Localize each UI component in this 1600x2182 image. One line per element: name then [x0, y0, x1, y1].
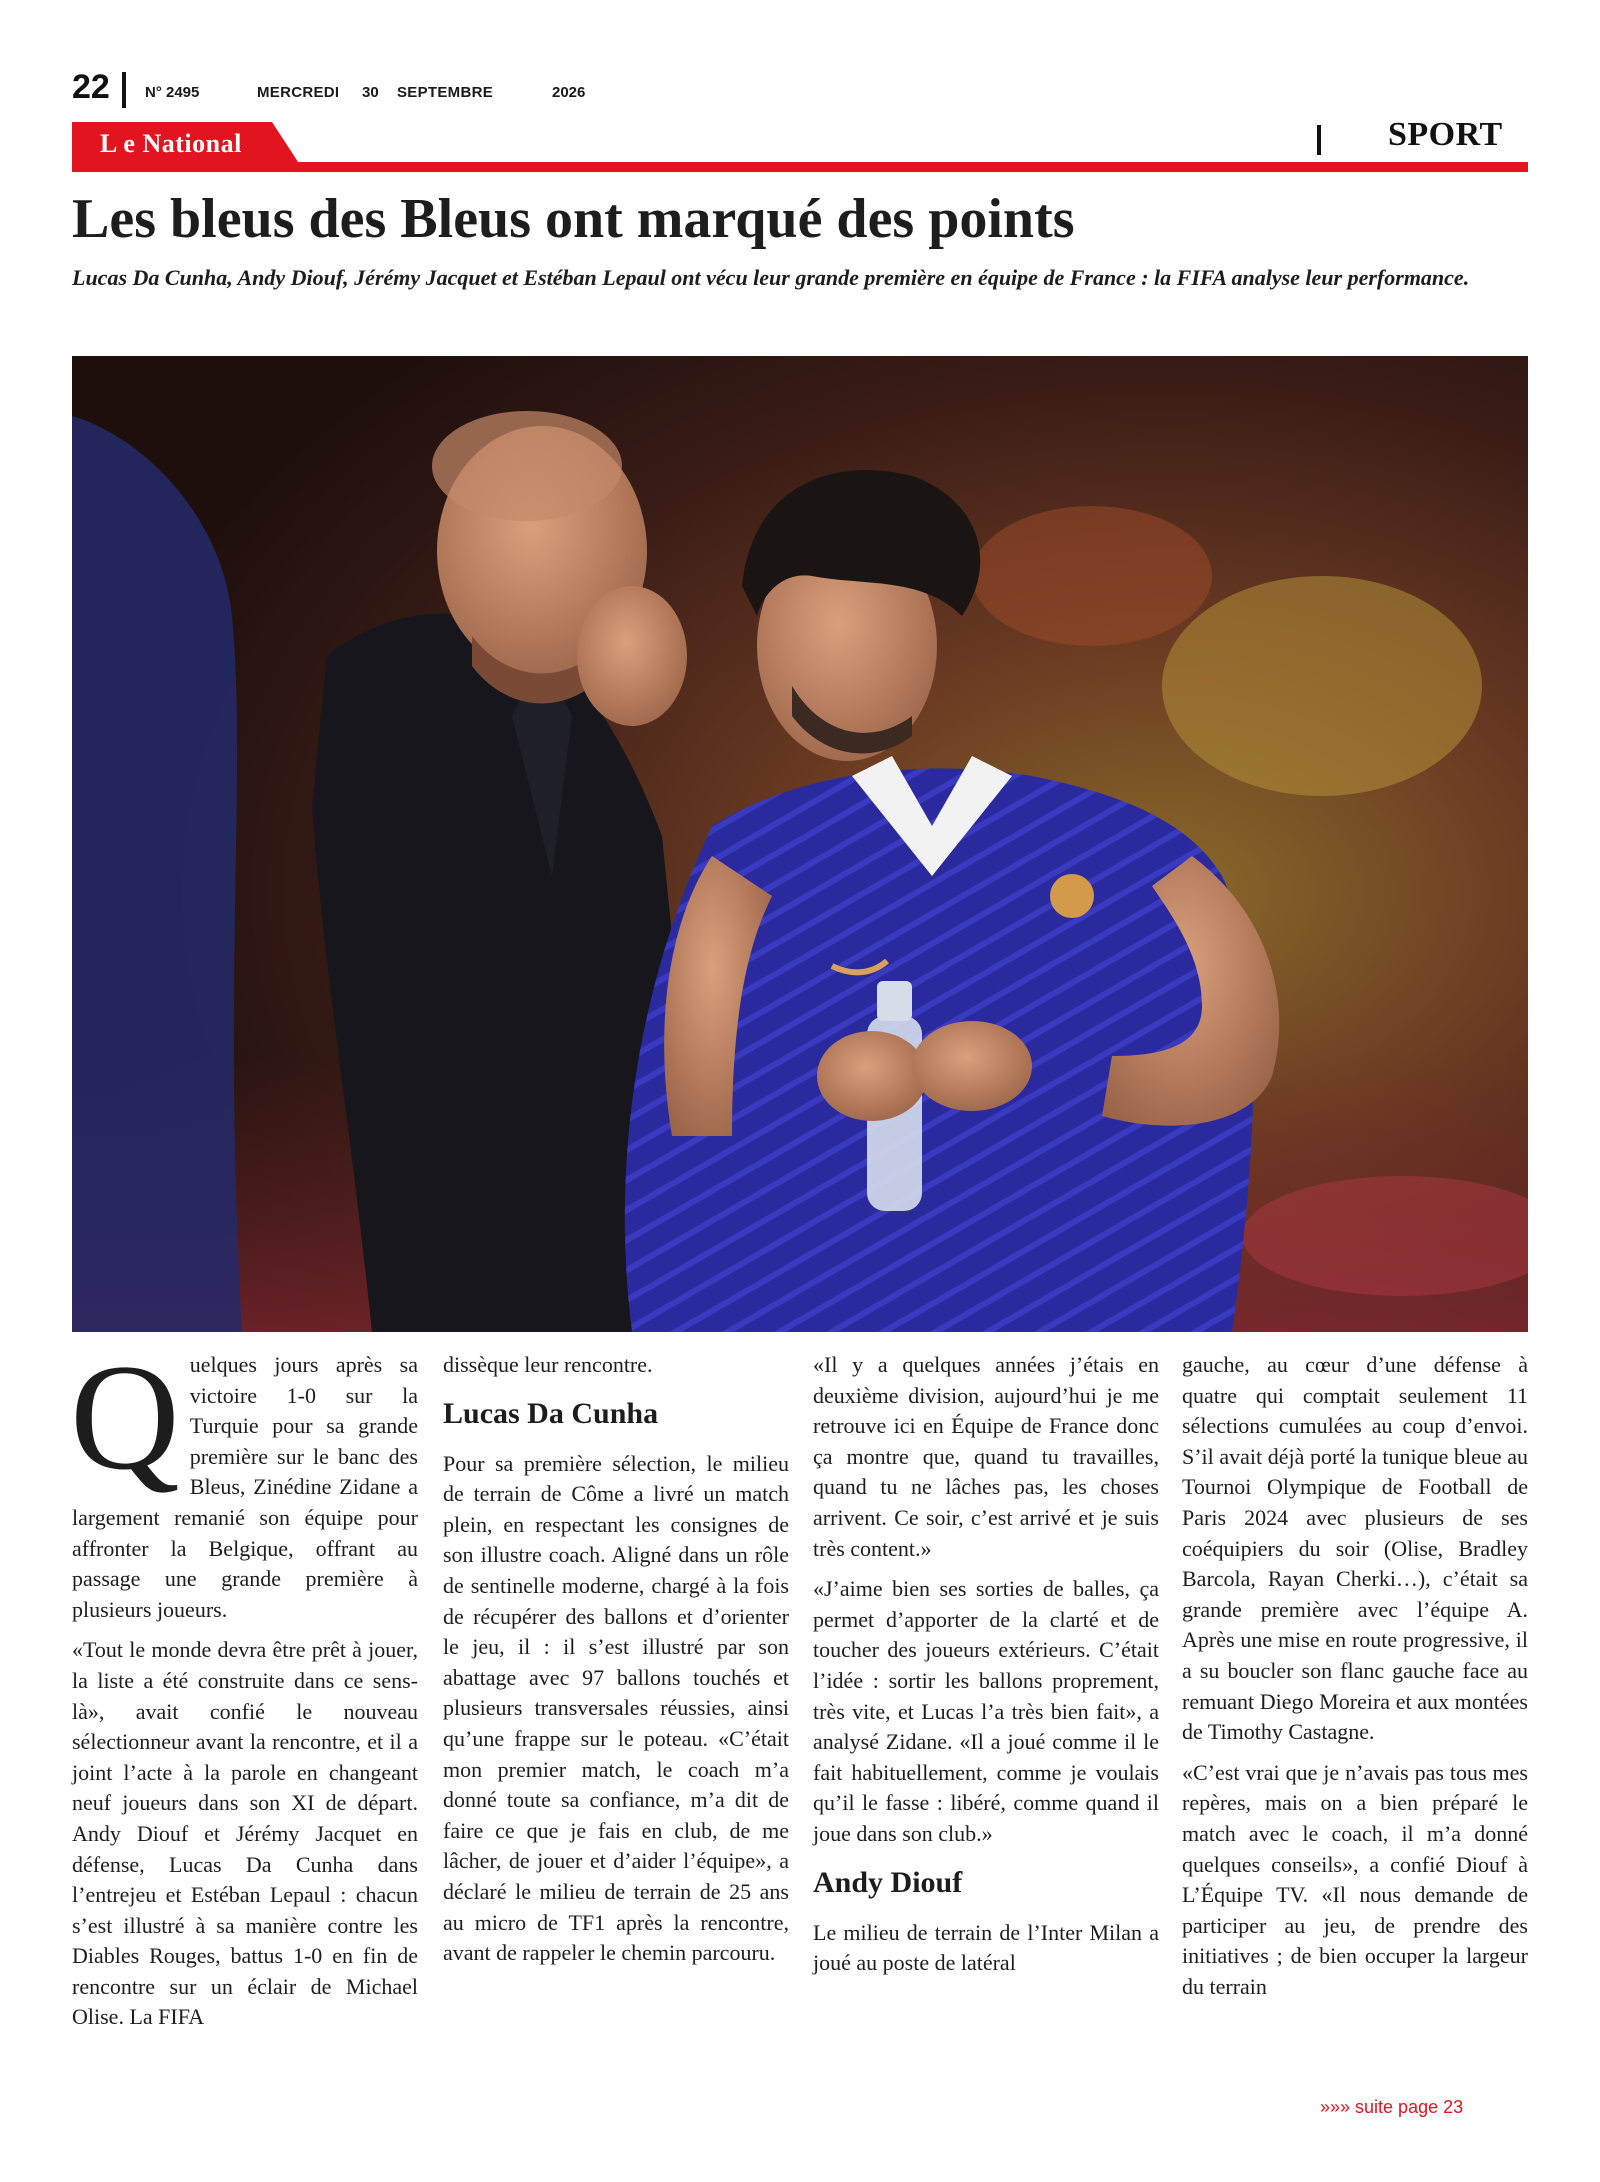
date-year: 2026	[552, 84, 586, 101]
paragraph: dissèque leur rencontre.	[443, 1352, 653, 1377]
page-number: 22	[72, 68, 110, 106]
photo-illustration	[72, 356, 1528, 1332]
paragraph: «J’aime bien ses sorties de balles, ça permet d’apporter de la clarté et de toucher des joueurs extérieurs. C’était l’idée : sortir les ballons proprement, très vite, et Lucas l’a très bien fait», a analysé Zidane. «Il a joué comme il le fait habituellement, comme je voulais qu’il le fasse : libéré, comme quand il joue dans son club.»	[813, 1576, 1159, 1846]
date-day: 30	[362, 84, 379, 101]
paragraph: Pour sa première sélection, le milieu de terrain de Côme a livré un match plein, en respectant les consignes de son illustre coach. Aligné dans un rôle de sentinelle moderne, chargé à la fois de récupérer des ballons et d’orienter le jeu, il : il s’est illustré par son abattage avec 97 ballons touchés et plusieurs transversales réussies, ainsi qu’une frappe sur le poteau. «C’était mon premier match, le coach m’a donné toute sa confiance, m’a dit de faire ce que je fais en club, de me lâcher, de jouer et d’aider l’équipe», a déclaré le milieu de terrain de 25 ans au micro de TF1 après la rencontre, avant de rappeler le chemin parcouru.	[443, 1450, 789, 1966]
drop-cap: Q	[70, 1333, 180, 1501]
paragraph	[70, 1333, 418, 1625]
paragraph: gauche, au cœur d’une défense à quatre qui comptait seulement 11 sélections cumulées au coup d’envoi. S’il avait déjà porté la tunique bleue au Tournoi Olympique de Football de Paris 2024 avec plusieurs de ses coéquipiers du soir (Olise, Bradley Barcola, Rayan Cherki…), c’était sa grande première avec l’équipe A. Après une mise en route progressive, il a su boucler son flanc gauche face au remuant Diego Moreira et aux montées de Timothy Castagne.	[1182, 1352, 1528, 1745]
section-rubric: SPORT	[1388, 116, 1503, 153]
paragraph: Le milieu de terrain de l’Inter Milan a joué au poste de latéral	[813, 1919, 1159, 1976]
subheading-andy-diouf: Andy Diouf	[813, 1865, 963, 1899]
date-weekday: MERCREDI	[257, 84, 340, 101]
continuation-link[interactable]: »»» suite page 23	[1320, 2097, 1464, 2117]
masthead-divider	[122, 72, 126, 108]
article-column-4	[1182, 1350, 1528, 2012]
date-month: SEPTEMBRE	[397, 84, 494, 101]
article-standfirst: Lucas Da Cunha, Andy Diouf, Jérémy Jacquet et Estéban Lepaul ont vécu leur grande première en équipe de France : la FIFA analyse leur performance.	[72, 265, 1470, 290]
rubric-divider	[1317, 125, 1321, 155]
article-column-2	[443, 1350, 789, 1979]
brand-name: L e National	[100, 129, 242, 158]
paragraph: «Tout le monde devra être prêt à jouer, la liste a été construite dans ce sens-là», avait confié le nouveau sélectionneur avant la rencontre, et il a joint l’acte à la parole en changeant neuf joueurs dans son XI de départ. Andy Diouf et Jérémy Jacquet en défense, Lucas Da Cunha dans l’entrejeu et Estéban Lepaul : chacun s’est illustré à sa manière contre les Diables Rouges, battus 1-0 en fin de rencontre sur un éclair de Michael Olise. La FIFA	[72, 1637, 418, 2030]
paragraph: «Il y a quelques années j’étais en deuxième division, aujourd’hui je me retrouve ici en Équipe de France donc ça montre que, quand tu travailles, quand tu ne lâches pas, les choses arrivent. Ce soir, c’est arrivé et je suis très content.»	[813, 1352, 1159, 1561]
article-headline: Les bleus des Bleus ont marqué des points	[72, 188, 1075, 250]
article-column-1	[70, 1333, 418, 2043]
article-column-3	[813, 1350, 1159, 1989]
header-rule	[72, 162, 1528, 172]
issue-number: N° 2495	[145, 84, 200, 101]
article-photo	[72, 356, 1528, 1332]
paragraph: «C’est vrai que je n’avais pas tous mes repères, mais on a bien préparé le match avec le coach, il m’a donné quelques conseils», a confié Diouf à L’Équipe TV. «Il nous demande de participer au jeu, de prendre des initiatives ; de bien occuper la largeur du terrain	[1182, 1759, 1528, 1999]
masthead	[72, 66, 1528, 110]
subheading-lucas-da-cunha: Lucas Da Cunha	[443, 1396, 659, 1430]
paragraph-text: uelques jours après sa victoire 1-0 sur la Turquie pour sa grande première sur le banc des Bleus, Zinédine Zidane a largement remanié son équipe pour affronter la Belgique, offrant au passage une grande première à plusieurs joueurs.	[72, 1352, 418, 1622]
